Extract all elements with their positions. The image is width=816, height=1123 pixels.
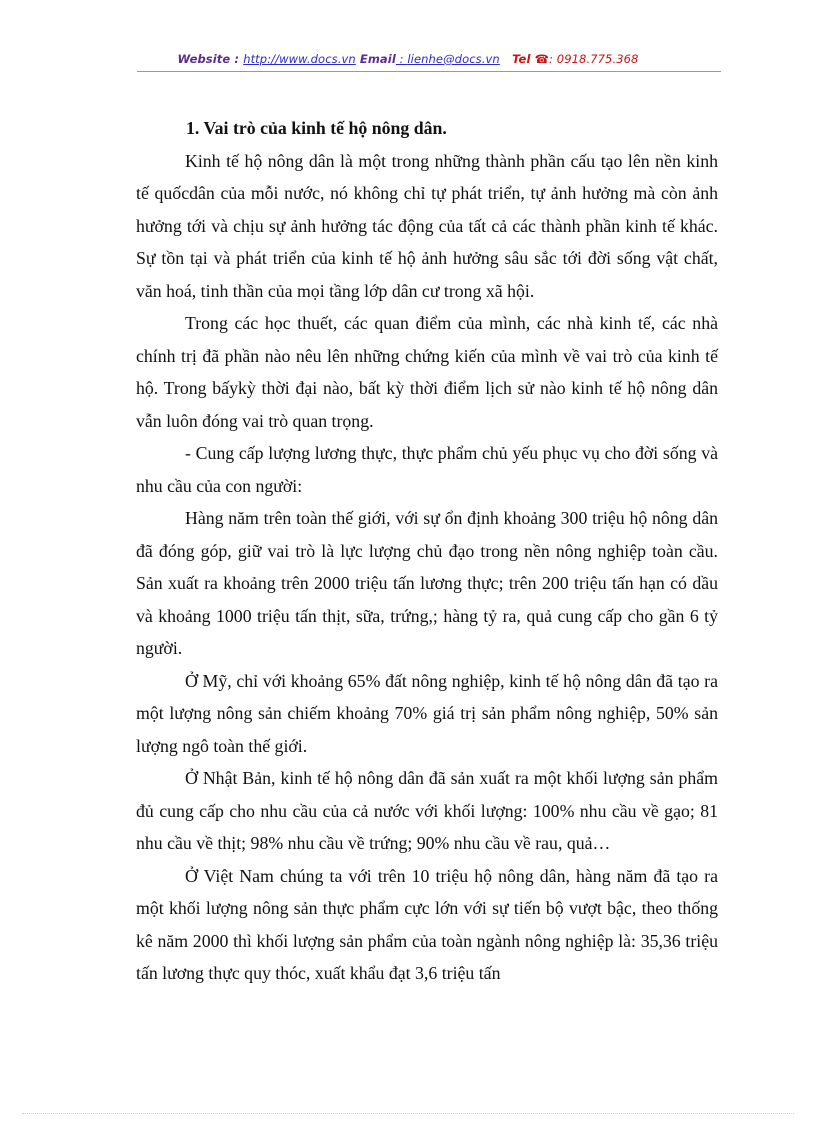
paragraph: Ở Mỹ, chỉ với khoảng 65% đất nông nghiệp, kinh tế hộ nông dân đã tạo ra một lượng nông sản chiếm khoảng 70% giá trị sản phẩm nông nghiệp, 50% sản lượng ngô toàn thế giới. xyxy=(136,670,718,756)
email-link[interactable] xyxy=(396,52,500,66)
website-link[interactable]: http://www.docs.vn xyxy=(243,52,356,66)
paragraph: Trong các học thuết, các quan điểm của mình, các nhà kinh tế, các nhà chính trị đã phần nào nêu lên những chứng kiến của mình về vai trò của kinh tế hộ. Trong bấykỳ thời đại nào, bất kỳ thời điểm lịch sử nào kinh tế hộ nông dân vẫn luôn đóng vai trò quan trọng. xyxy=(136,313,718,431)
header-divider xyxy=(137,71,721,72)
paragraph: Kinh tế hộ nông dân là một trong những thành phần cấu tạo lên nền kinh tế quốcdân của mỗi nước, nó không chỉ tự phát triển, tự ảnh hưởng mà còn ảnh hưởng tới và chịu sự ảnh hưởng tác động của tất cả các thành phần kinh tế khác. Sự tồn tại và phát triển của kinh tế hộ ảnh hưởng sâu sắc tới đời sống vật chất, văn hoá, tinh thần của mọi tầng lớp dân cư trong xã hội. xyxy=(136,150,718,301)
footer-divider xyxy=(22,1113,794,1114)
tel-label: Tel xyxy=(512,52,535,66)
paragraph: Ở Việt Nam chúng ta với trên 10 triệu hộ nông dân, hàng năm đã tạo ra một khối lượng nông sản thực phẩm cực lớn với sự tiến bộ vượt bậc, theo thống kê năm 2000 thì khối lượng sản phẩm của toàn ngành nông nghiệp là: 35,36 triệu tấn lương thực quy thóc, xuất khẩu đạt 3,6 triệu tấn xyxy=(136,865,718,983)
phone-icon: ☎ xyxy=(534,52,550,66)
paragraph: Ở Nhật Bản, kinh tế hộ nông dân đã sản xuất ra một khối lượng sản phẩm đủ cung cấp cho nhu cầu của cả nước với khối lượng: 100% nhu cầu về gạo; 81 nhu cầu về thịt; 98% nhu cầu về trứng; 90% nhu cầu về rau, quả… xyxy=(136,768,718,853)
paragraph: - Cung cấp lượng lương thực, thực phẩm chủ yếu phục vụ cho đời sống và nhu cầu của con người: xyxy=(136,443,718,496)
document-body xyxy=(136,112,718,990)
email-value: lienhe@docs.vn xyxy=(407,52,500,66)
email-separator: : xyxy=(395,52,408,66)
section-heading: 1. Vai trò của kinh tế hộ nông dân. xyxy=(186,118,447,138)
tel-value: : 0918.775.368 xyxy=(549,52,639,66)
email-label: Email xyxy=(359,52,396,66)
page-header xyxy=(0,52,816,66)
paragraph: Hàng năm trên toàn thế giới, với sự ổn định khoảng 300 triệu hộ nông dân đã đóng góp, giữ vai trò là lực lượng chủ đạo trong nền nông nghiệp toàn cầu. Sản xuất ra khoảng trên 2000 triệu tấn lương thực; trên 200 triệu tấn hạn có dầu và khoảng 1000 triệu tấn thịt, sữa, trứng,; hàng tỷ ra, quả cung cấp cho gần 6 tỷ người. xyxy=(136,508,718,658)
website-label: Website : xyxy=(177,52,244,66)
